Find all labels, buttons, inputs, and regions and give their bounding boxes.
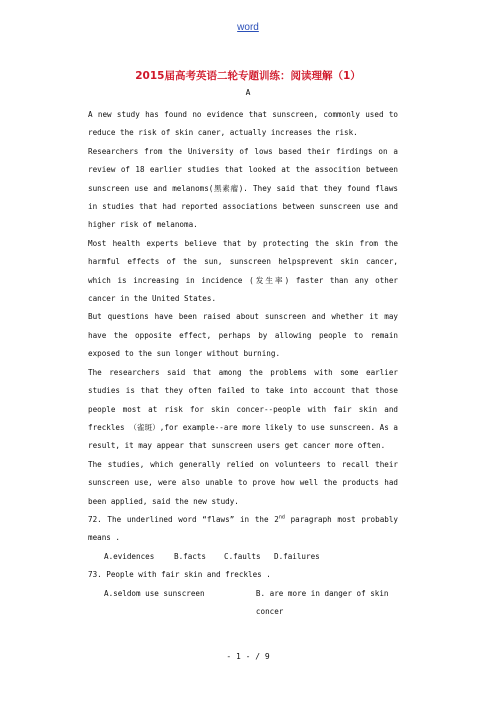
paragraph-6: The studies, which generally relied on volunteers to recall their sunscreen use, were also unable to prove how well the products had been applied, said the new study. xyxy=(88,459,398,506)
option-a: A.seldom use sunscreen xyxy=(104,588,205,598)
question-72-options xyxy=(88,548,398,566)
paragraph-5: The researchers said that among the problems with some earlier studies is that they often failed to take into account that those people most at risk for skin concer--people with fair skin and freckles （雀斑）,for example--are more likely to use sunscreen. As a result, it may appear that sunscreen users get cancer more often. xyxy=(88,367,398,451)
passage-body xyxy=(88,106,398,621)
option-d: D.failures xyxy=(274,551,320,561)
question-72 xyxy=(88,511,398,548)
question-73-options xyxy=(88,585,398,622)
paragraph-3: Most health experts believe that by protecting the skin from the harmful effects of the sun, sunscreen helpsprevent skin cancer, which is increasing in incidence (发生率) faster than any other cancer in the United States. xyxy=(88,238,398,304)
ordinal-suffix: nd xyxy=(278,514,285,521)
document-title: 2015届高考英语二轮专题训练：阅读理解（1） xyxy=(135,70,361,82)
section-label: A xyxy=(245,88,251,97)
option-a: A.evidences xyxy=(104,551,155,561)
question-72-stem-end: paragraph most probably means . xyxy=(88,514,398,543)
header-word-link[interactable]: word xyxy=(237,22,259,33)
paragraph-2: Researchers from the University of lows based their firdings on a review of 18 earlier studies that looked at the assocition between sunscreen use and melanoms(黑素瘤). They said that they found flaws in studies that had reported associations between sunscreen use and higher risk of melanoma. xyxy=(88,146,398,230)
option-b: B.facts xyxy=(174,551,207,561)
paragraph-1: A new study has found no evidence that sunscreen, commonly used to reduce the risk of skin caner, actually increases the risk. xyxy=(88,110,398,138)
option-c: C.faults xyxy=(224,551,261,561)
paragraph-4: But questions have been raised about sunscreen and whether it may have the opposite effect, perhaps by allowing people to remain exposed to the sun longer without burning. xyxy=(88,312,398,359)
page-number: - 1 - / 9 xyxy=(226,652,270,661)
option-b: B. are more in danger of skin concer xyxy=(255,588,389,616)
question-73: 73. People with fair skin and freckles . xyxy=(88,570,271,580)
question-72-stem: 72. The underlined word “flaws” in the 2 xyxy=(88,514,279,524)
